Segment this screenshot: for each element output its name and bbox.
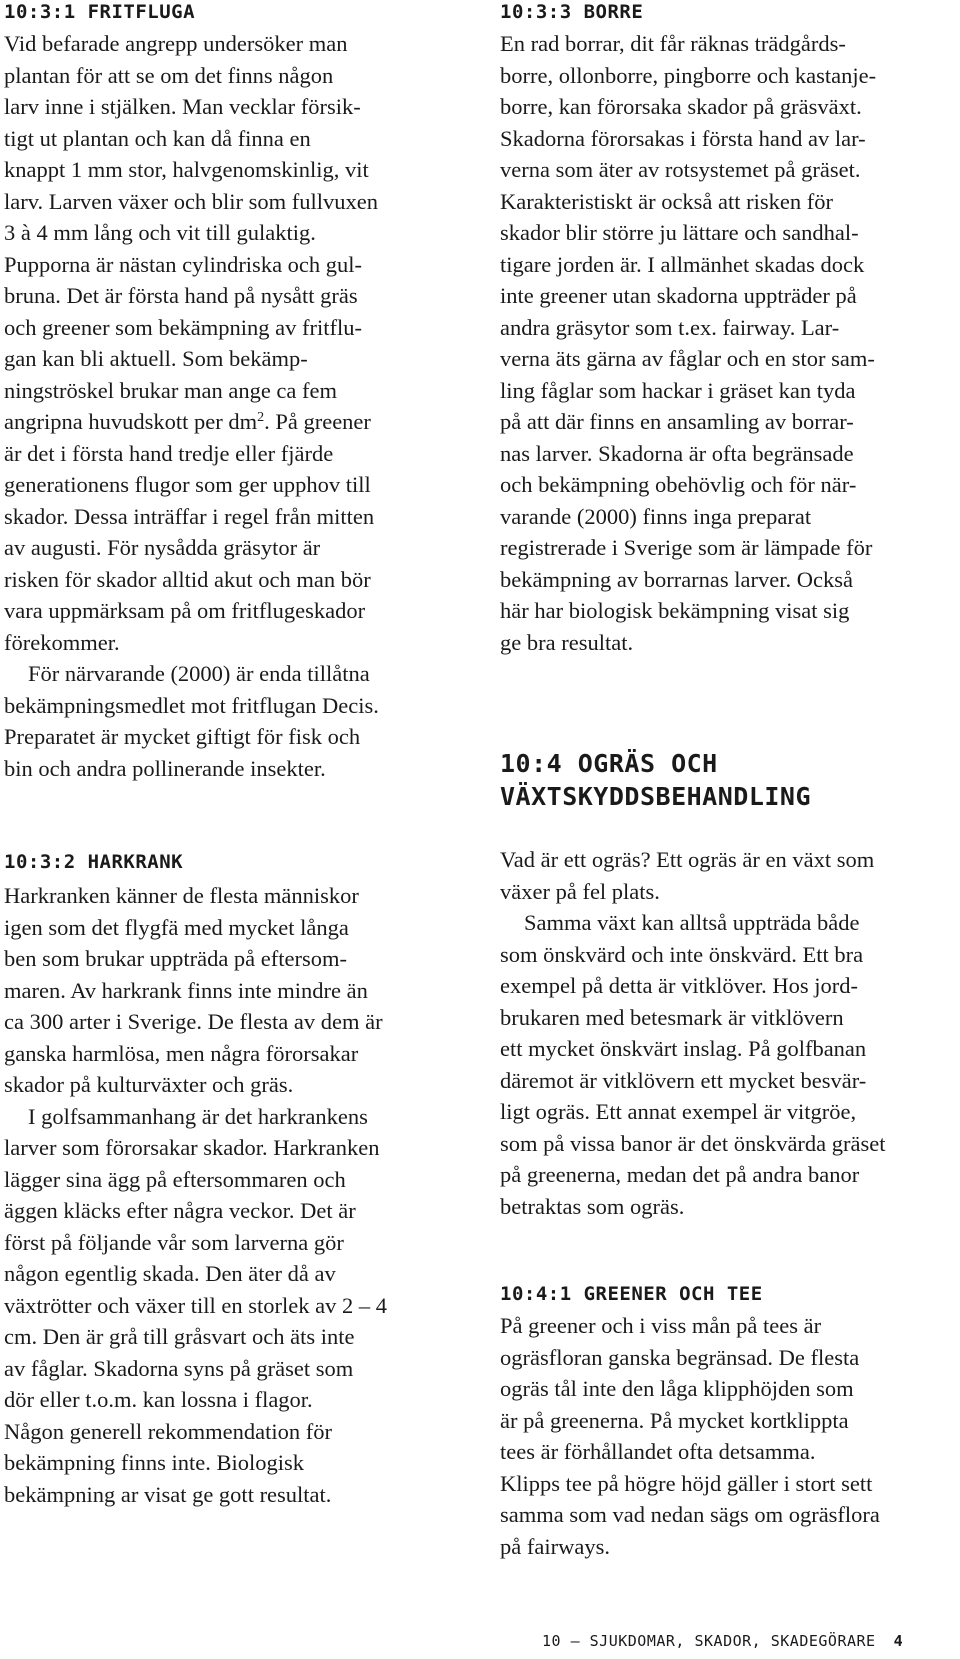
text-line: För närvarande (2000) är enda tillåtna xyxy=(28,661,370,686)
text-line: som önskvärd och inte önskvärd. Ett bra xyxy=(500,941,864,967)
text-line: någon egentlig skada. Den äter då av xyxy=(4,1261,336,1286)
text-line: bekämpning av borrarnas larver. Också xyxy=(500,566,853,592)
text-line: Samma växt kan alltså uppträda både xyxy=(524,910,860,935)
text-line: bekämpning finns inte. Biologisk xyxy=(4,1450,304,1475)
text-line: nas larver. Skadorna är ofta begränsade xyxy=(500,440,854,466)
text-line: först på följande vår som larverna gör xyxy=(4,1229,344,1255)
text-line: verna äts gärna av fåglar och en stor sam- xyxy=(500,346,875,371)
text-line: bekämpningsmedlet mot fritflugan Decis. xyxy=(4,692,379,718)
text-line: ling fåglar som hackar i gräset kan tyda xyxy=(500,377,856,403)
heading-fritfluga: 10:3:1 FRITFLUGA xyxy=(4,1,196,23)
text-line: är det i första hand tredje eller fjärde xyxy=(4,440,334,466)
text-line: av fåglar. Skadorna syns på gräset som xyxy=(4,1355,354,1381)
text-line: ge bra resultat. xyxy=(500,629,634,655)
text-line: och bekämpning obehövlig och för när- xyxy=(500,472,857,497)
text-line: tees är förhållandet ofta detsamma. xyxy=(500,1439,816,1464)
paragraph-ogras xyxy=(500,844,886,1222)
text-line: igen som det flygfä med mycket långa xyxy=(4,914,349,940)
text-line: gan kan bli aktuell. Som bekämp- xyxy=(4,346,308,371)
heading-harkrank: 10:3:2 HARKRANK xyxy=(4,851,184,873)
text-line: växer på fel plats. xyxy=(500,878,660,904)
superscript: 2 xyxy=(257,410,265,425)
text-line: borre, kan förorsaka skador på gräsväxt. xyxy=(500,94,862,119)
text-line: En rad borrar, dit får räknas trädgårds- xyxy=(500,31,846,56)
text-line: andra gräsytor som t.ex. fairway. Lar- xyxy=(500,314,840,340)
text-line: skador på kulturväxter och gräs. xyxy=(4,1072,294,1097)
text-line: lägger sina ägg på eftersommaren och xyxy=(4,1166,346,1192)
text-line: Vad är ett ogräs? Ett ogräs är en växt som xyxy=(500,847,875,872)
text-line: betraktas som ogräs. xyxy=(500,1193,685,1219)
text-line: brukaren med betesmark är vitklövern xyxy=(500,1004,844,1030)
text-line: Någon generell rekommendation för xyxy=(4,1418,333,1444)
text-line: larver som förorsakar skador. Harkranken xyxy=(4,1135,380,1160)
text-line: är på greenerna. På mycket kortklippta xyxy=(500,1407,849,1433)
text-line: av augusti. För nysådda gräsytor är xyxy=(4,535,321,560)
text-line: vara uppmärksam på om fritflugeskador xyxy=(4,598,366,623)
text-line: ogräsfloran ganska begränsad. De flesta xyxy=(500,1344,860,1370)
paragraph-harkrank xyxy=(4,880,387,1510)
text-line: Karakteristiskt är också att risken för xyxy=(500,188,834,214)
text-line: växtrötter och växer till en storlek av 2 – 4 xyxy=(4,1292,388,1318)
text-line: Preparatet är mycket giftigt för fisk och xyxy=(4,724,361,749)
text-line: registrerade i Sverige som är lämpade för xyxy=(500,535,873,560)
text-line: här har biologisk bekämpning visat sig xyxy=(500,598,850,623)
text-line: bruna. Det är första hand på nysått gräs xyxy=(4,283,358,308)
heading-borre: 10:3:3 BORRE xyxy=(500,1,644,23)
text-line: ett mycket önskvärt inslag. På golfbanan xyxy=(500,1036,867,1061)
text-line: verna som äter av rotsystemet på gräset. xyxy=(500,157,861,182)
paragraph-borre xyxy=(500,28,876,658)
text-line: Pupporna är nästan cylindriska och gul- xyxy=(4,251,363,277)
heading-greener-och-tee: 10:4:1 GREENER OCH TEE xyxy=(500,1283,763,1305)
text-line: på att där finns en ansamling av borrar- xyxy=(500,409,854,434)
text-line: samma som vad nedan sägs om ogräsflora xyxy=(500,1502,880,1527)
text-line: ben som brukar uppträda på eftersom- xyxy=(4,946,348,971)
text-line: på fairways. xyxy=(500,1533,610,1559)
text-line: ligt ogräs. Ett annat exempel är vitgröe, xyxy=(500,1099,857,1124)
text-line: Klipps tee på högre höjd gäller i stort sett xyxy=(500,1470,873,1496)
text-line: generationens flugor som ger upphov till xyxy=(4,472,371,497)
text-line: cm. Den är grå till gråsvart och äts inte xyxy=(4,1324,355,1349)
text-line: däremot är vitklövern ett mycket besvär- xyxy=(500,1067,867,1093)
text-line: larv inne i stjälken. Man vecklar försik- xyxy=(4,94,361,119)
heading-ogras-line-1: 10:4 OGRÄS OCH xyxy=(500,749,718,778)
text-line: plantan för att se om det finns någon xyxy=(4,62,334,88)
text-line: knappt 1 mm stor, halvgenomskinlig, vit xyxy=(4,157,369,182)
text-line: larv. Larven växer och blir som fullvuxen xyxy=(4,188,379,214)
text-line: som på vissa banor är det önskvärda gräset xyxy=(500,1130,886,1156)
text-line: varande (2000) finns inga preparat xyxy=(500,503,812,529)
text-line: bin och andra pollinerande insekter. xyxy=(4,755,326,781)
text-line: förekommer. xyxy=(4,629,120,655)
text-line: borre, ollonborre, pingborre och kastanje- xyxy=(500,62,877,88)
text-line: Harkranken känner de flesta människor xyxy=(4,883,359,908)
text-line: 3 à 4 mm lång och vit till gulaktig. xyxy=(4,220,316,245)
text-line: ganska harmlösa, men några förorsakar xyxy=(4,1040,359,1066)
text-fragment: angripna huvudskott per dm xyxy=(4,409,258,434)
heading-ogras-line-2: VÄXTSKYDDSBEHANDLING xyxy=(500,782,812,811)
text-fragment: . På greener xyxy=(264,409,371,434)
page-number: 4 xyxy=(893,1632,904,1650)
text-line: skador blir större ju lättare och sandhal- xyxy=(500,220,859,245)
text-line: ogräs tål inte den låga klipphöjden som xyxy=(500,1376,854,1401)
text-line: maren. Av harkrank finns inte mindre än xyxy=(4,977,368,1003)
text-line: På greener och i viss mån på tees är xyxy=(500,1313,822,1338)
text-line: ningströskel brukar man ange ca fem xyxy=(4,377,338,403)
text-line: Skadorna förorsakas i första hand av lar- xyxy=(500,125,866,151)
text-line: Vid befarade angrepp undersöker man xyxy=(4,31,348,56)
text-line: inte greener utan skadorna uppträder på xyxy=(500,283,857,308)
page-footer xyxy=(542,1632,903,1650)
text-line: på greenerna, medan det på andra banor xyxy=(500,1162,860,1187)
text-line: risken för skador alltid akut och man bör xyxy=(4,566,371,592)
text-line: tigare jorden är. I allmänhet skadas dock xyxy=(500,251,865,277)
text-line: äggen kläcks efter några veckor. Det är xyxy=(4,1198,356,1223)
text-line xyxy=(4,406,379,438)
paragraph-greener-och-tee xyxy=(500,1310,880,1562)
paragraph-fritfluga-1 xyxy=(4,28,379,784)
text-line: dör eller t.o.m. kan lossna i flagor. xyxy=(4,1387,313,1412)
text-line: I golfsammanhang är det harkrankens xyxy=(28,1103,368,1129)
text-line: bekämpning ar visat ge gott resultat. xyxy=(4,1481,332,1507)
text-line: tigt ut plantan och kan då finna en xyxy=(4,125,311,151)
text-line: ca 300 arter i Sverige. De flesta av dem är xyxy=(4,1009,383,1034)
text-line: skador. Dessa inträffar i regel från mitten xyxy=(4,503,375,529)
footer-section-title: 10 – SJUKDOMAR, SKADOR, SKADEGÖRARE xyxy=(542,1632,876,1650)
text-line: och greener som bekämpning av fritflu- xyxy=(4,314,363,340)
text-line: exempel på detta är vitklöver. Hos jord- xyxy=(500,973,859,998)
